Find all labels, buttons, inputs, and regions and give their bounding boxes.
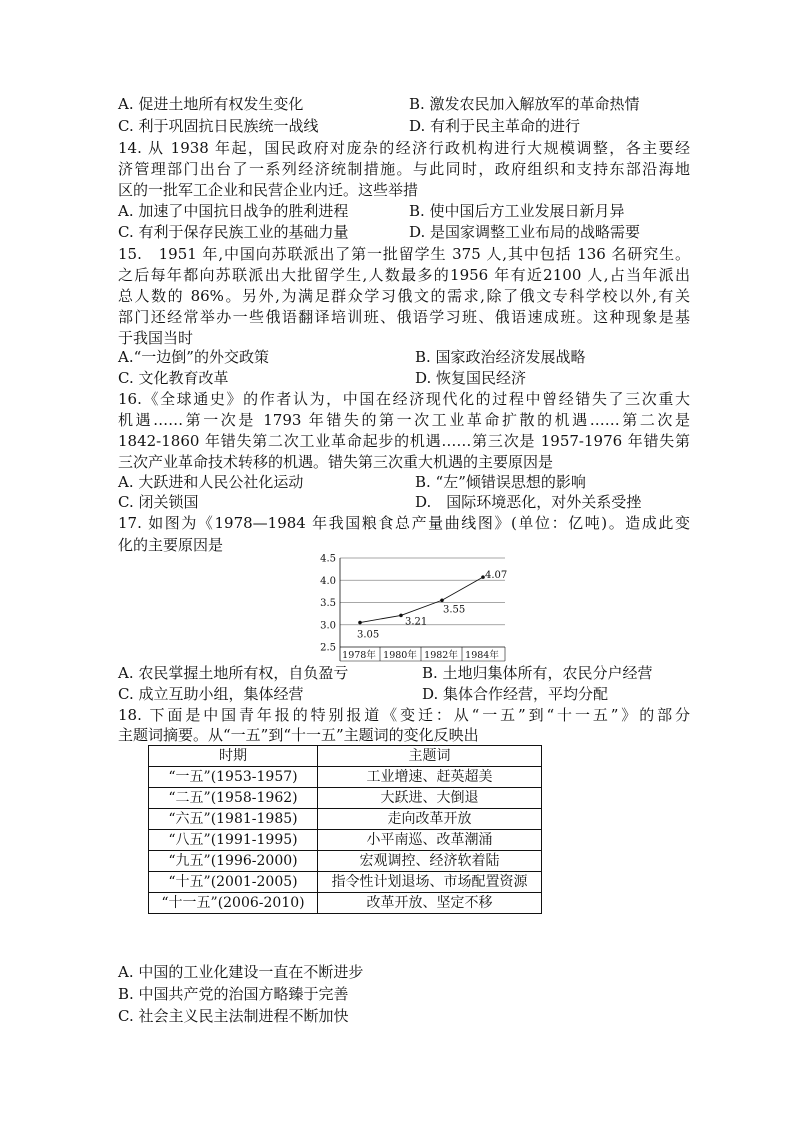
period-cell: “八五”(1991-1995)	[149, 830, 318, 851]
table-row	[149, 830, 542, 851]
data-point	[440, 598, 444, 602]
q16-option-a: A. 大跃进和人民公社化运动	[118, 473, 304, 491]
q18-option-b: B. 中国共产党的治国方略臻于完善	[118, 985, 349, 1003]
table-header-topic: 主题词	[318, 746, 542, 767]
q17-option-c: C. 成立互助小组，集体经营	[118, 685, 304, 703]
q16-stem-line: 机遇……第一次是 1793 年错失的第一次工业革命扩散的机遇……第二次是	[118, 411, 690, 429]
q15-stem-line: 15. 1951 年,中国向苏联派出了第一批留学生 375 人,其中包括 136 名研究生。	[118, 245, 690, 263]
topic-cell: 宏观调控、经济软着陆	[318, 851, 542, 872]
q17-stem-line: 17. 如图为《1978—1984 年我国粮食总产量曲线图》(单位：亿吨)。造成此变	[118, 514, 690, 532]
table-header-period: 时期	[149, 746, 318, 767]
topic-cell: 工业增速、赶英超美	[318, 767, 542, 788]
x-tick-label: 1978年	[342, 650, 376, 661]
topic-cell: 走向改革开放	[318, 809, 542, 830]
q14-option-a: A. 加速了中国抗日战争的胜利进程	[118, 202, 349, 220]
period-cell: “十五”(2001-2005)	[149, 872, 318, 893]
q15-stem-line: 总人数的 86%。另外,为满足群众学习俄文的需求,除了俄文专科学校以外,有关	[118, 287, 690, 305]
q15-stem-line: 于我国当时	[118, 329, 194, 347]
q16-option-b: B. “左”倾错误思想的影响	[415, 473, 586, 491]
q13-option-d: D. 有利于民主革命的进行	[409, 117, 581, 135]
q16-option-d: D. 国际环境恶化，对外关系受挫	[415, 493, 642, 511]
q15-option-b: B. 国家政治经济发展战略	[415, 348, 586, 366]
q15-option-d: D. 恢复国民经济	[415, 369, 527, 387]
table-header-row	[149, 746, 542, 767]
period-cell: “九五”(1996-2000)	[149, 851, 318, 872]
q14-option-c: C. 有利于保存民族工业的基础力量	[118, 223, 349, 241]
x-tick-label: 1982年	[424, 650, 458, 661]
q18-option-c: C. 社会主义民主法制进程不断加快	[118, 1007, 349, 1025]
q17-option-a: A. 农民掌握土地所有权，自负盈亏	[118, 664, 349, 682]
q15-option-a: A.“一边倒”的外交政策	[118, 348, 269, 366]
topic-cell: 改革开放、坚定不移	[318, 893, 542, 914]
q15-option-c: C. 文化教育改革	[118, 369, 229, 387]
q13-option-b: B. 激发农民加入解放军的革命热情	[409, 95, 640, 113]
q17-option-d: D. 集体合作经营，平均分配	[422, 685, 609, 703]
y-tick-label: 4.5	[320, 553, 336, 565]
y-tick-label: 4.0	[320, 575, 336, 587]
q13-option-a: A. 促进土地所有权发生变化	[118, 95, 304, 113]
q14-stem-line: 区的一批军工企业和民营企业内迁。这些举措	[118, 181, 419, 199]
period-cell: “一五”(1953-1957)	[149, 767, 318, 788]
period-cell: “六五”(1981-1985)	[149, 809, 318, 830]
q16-stem-line: 三次产业革命技术转移的机遇。错失第三次重大机遇的主要原因是	[118, 453, 554, 471]
table-row	[149, 893, 542, 914]
y-tick-label: 3.0	[320, 620, 336, 632]
table-row	[149, 872, 542, 893]
q14-stem-line: 济管理部门出台了一系列经济统制措施。与此同时，政府组织和支持东部沿海地	[118, 160, 690, 178]
five-year-plan-topics-table	[148, 745, 542, 914]
q14-option-b: B. 使中国后方工业发展日新月异	[409, 202, 625, 220]
period-cell: “十一五”(2006-2010)	[149, 893, 318, 914]
y-tick-label: 3.5	[320, 598, 336, 609]
q18-stem-line: 18. 下面是中国青年报的特别报道《变迁：从“一五”到“十一五”》的部分	[118, 706, 690, 724]
topic-cell: 指令性计划退场、市场配置资源	[318, 872, 542, 893]
q15-stem-line: 部门还经常举办一些俄语翻译培训班、俄语学习班、俄语速成班。这种现象是基	[118, 308, 690, 326]
y-tick-label: 2.5	[320, 642, 336, 654]
data-label: 4.07	[485, 570, 508, 582]
table-row	[149, 809, 542, 830]
x-tick-label: 1984年	[465, 650, 499, 661]
data-label: 3.55	[443, 604, 466, 616]
data-label: 3.21	[405, 616, 428, 628]
q18-option-a: A. 中国的工业化建设一直在不断进步	[118, 963, 364, 981]
topic-cell: 小平南巡、改革潮涌	[318, 830, 542, 851]
topic-cell: 大跃进、大倒退	[318, 788, 542, 809]
period-cell: “二五”(1958-1962)	[149, 788, 318, 809]
q16-option-c: C. 闭关锁国	[118, 493, 199, 511]
q16-stem-line: 1842-1860 年错失第二次工业革命起步的机遇……第三次是 1957-1976 年错失第	[118, 432, 690, 450]
q17-stem-line: 化的主要原因是	[118, 536, 224, 554]
q14-stem-line: 14. 从 1938 年起，国民政府对庞杂的经济行政机构进行大规模调整，各主要经	[118, 139, 690, 157]
table-row	[149, 851, 542, 872]
q17-option-b: B. 土地归集体所有，农民分户经营	[422, 664, 653, 682]
data-point	[358, 621, 362, 625]
q14-option-d: D. 是国家调整工业布局的战略需要	[409, 223, 641, 241]
data-label: 3.05	[357, 629, 380, 641]
q15-stem-line: 之后每年都向苏联派出大批留学生,人数最多的1956 年有近2100 人,占当年派出	[118, 266, 690, 284]
q18-stem-line: 主题词摘要。从“一五”到“十一五”主题词的变化反映出	[118, 726, 479, 744]
grain-output-line-chart	[318, 550, 510, 662]
x-tick-label: 1980年	[383, 650, 417, 661]
table-row	[149, 767, 542, 788]
table-row	[149, 788, 542, 809]
q16-stem-line: 16.《全球通史》的作者认为，中国在经济现代化的过程中曾经错失了三次重大	[118, 390, 690, 408]
data-point	[399, 614, 403, 618]
q13-option-c: C. 利于巩固抗日民族统一战线	[118, 117, 319, 135]
